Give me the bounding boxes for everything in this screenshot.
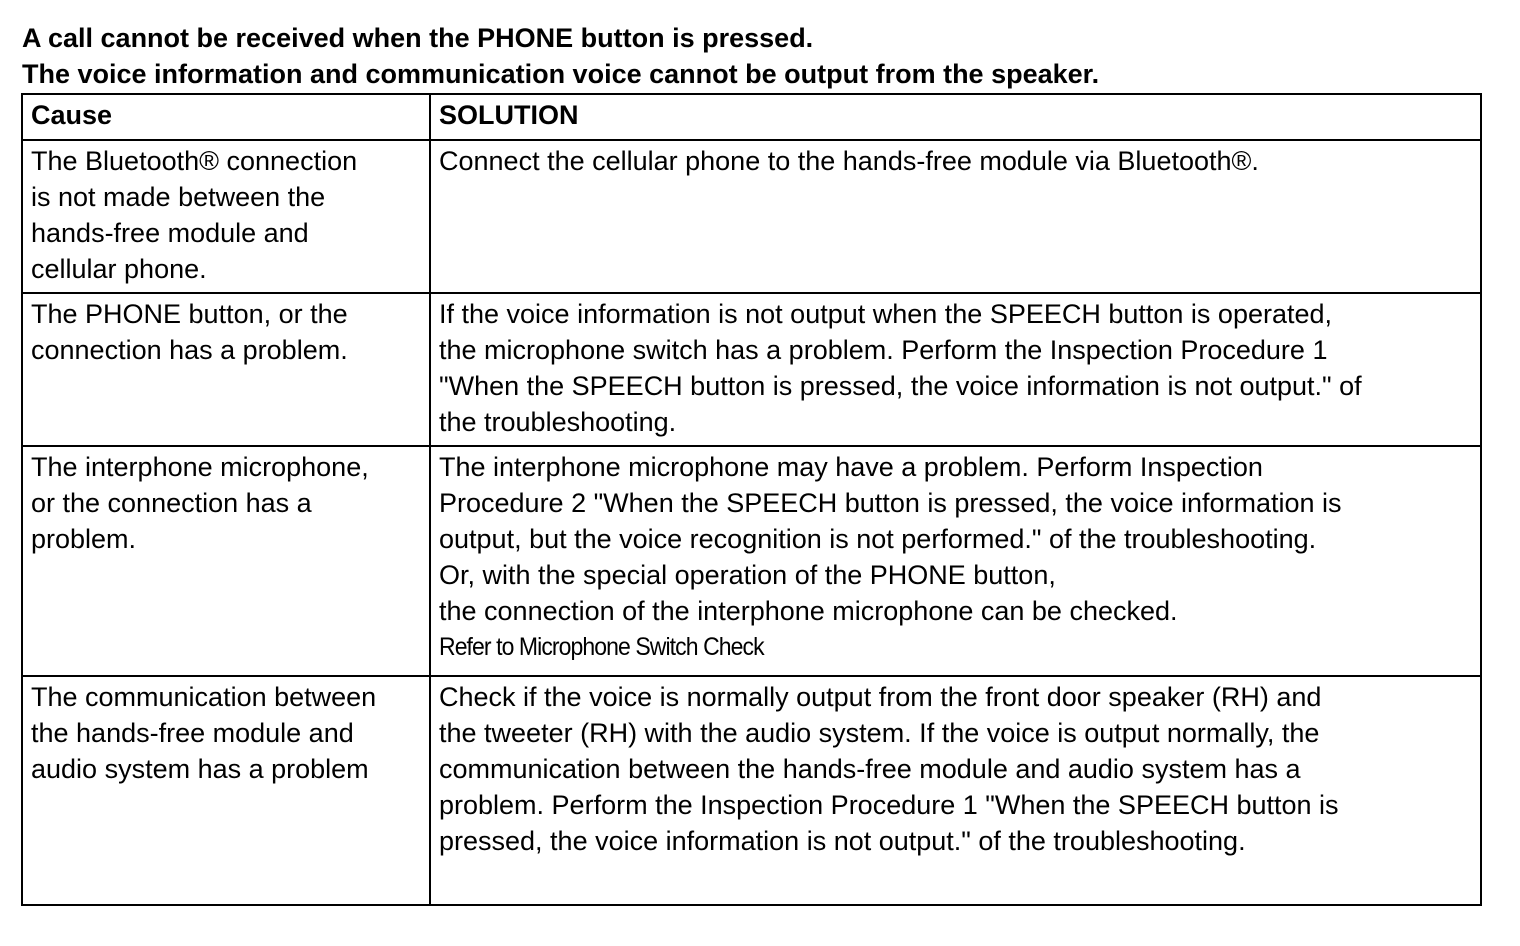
cause-cell [22,140,430,293]
cause-cell [22,446,430,676]
cause-line: The PHONE button, or the [31,299,348,329]
solution-line: the tweeter (RH) with the audio system. If the voice is output normally, the [439,718,1320,748]
cause-line: problem. [31,524,137,554]
cause-line: The interphone microphone, [31,452,369,482]
solution-line: pressed, the voice information is not output." of the troubleshooting. [439,826,1246,856]
cause-line: hands-free module and [31,218,309,248]
solution-line: If the voice information is not output when the SPEECH button is operated, [439,299,1333,329]
cause-line: cellular phone. [31,254,207,284]
cause-line: or the connection has a [31,488,312,518]
table-row [22,140,1481,293]
solution-line: communication between the hands-free module and audio system has a [439,754,1301,784]
cause-line: the hands-free module and [31,718,354,748]
solution-line: Check if the voice is normally output from the front door speaker (RH) and [439,682,1322,712]
solution-line: Or, with the special operation of the PHONE button, [439,560,1056,590]
solution-line: the connection of the interphone microphone can be checked. [439,596,1178,626]
solution-cell [430,140,1481,293]
microphone-switch-check-reference: Refer to Microphone Switch Check [439,633,764,661]
table-row [22,676,1481,905]
solution-line: problem. Perform the Inspection Procedure 1 "When the SPEECH button is [439,790,1339,820]
cause-line: audio system has a problem [31,754,369,784]
table-row [22,446,1481,676]
page-subtitle: The voice information and communication voice cannot be output from the speaker. [22,59,1100,89]
solution-cell [430,293,1481,446]
table-header-row [22,94,1481,140]
solution-line: The interphone microphone may have a problem. Perform Inspection [439,452,1263,482]
solution-line: the troubleshooting. [439,407,677,437]
cause-cell [22,293,430,446]
cause-line: connection has a problem. [31,335,348,365]
table-row [22,293,1481,446]
header-solution: SOLUTION [430,94,1481,140]
solution-line: "When the SPEECH button is pressed, the voice information is not output." of [439,371,1362,401]
solution-line: Procedure 2 "When the SPEECH button is pressed, the voice information is [439,488,1342,518]
solution-line: the microphone switch has a problem. Perform the Inspection Procedure 1 [439,335,1328,365]
cause-line: The communication between [31,682,377,712]
troubleshooting-table [21,93,1482,906]
solution-cell [430,446,1481,676]
cause-line: The Bluetooth® connection [31,146,358,176]
solution-line: output, but the voice recognition is not performed." of the troubleshooting. [439,524,1317,554]
header-cause: Cause [22,94,430,140]
solution-cell [430,676,1481,905]
cause-line: is not made between the [31,182,326,212]
cause-cell [22,676,430,905]
solution-line: Connect the cellular phone to the hands-free module via Bluetooth®. [439,146,1259,176]
page-title: A call cannot be received when the PHONE button is pressed. [22,23,814,53]
